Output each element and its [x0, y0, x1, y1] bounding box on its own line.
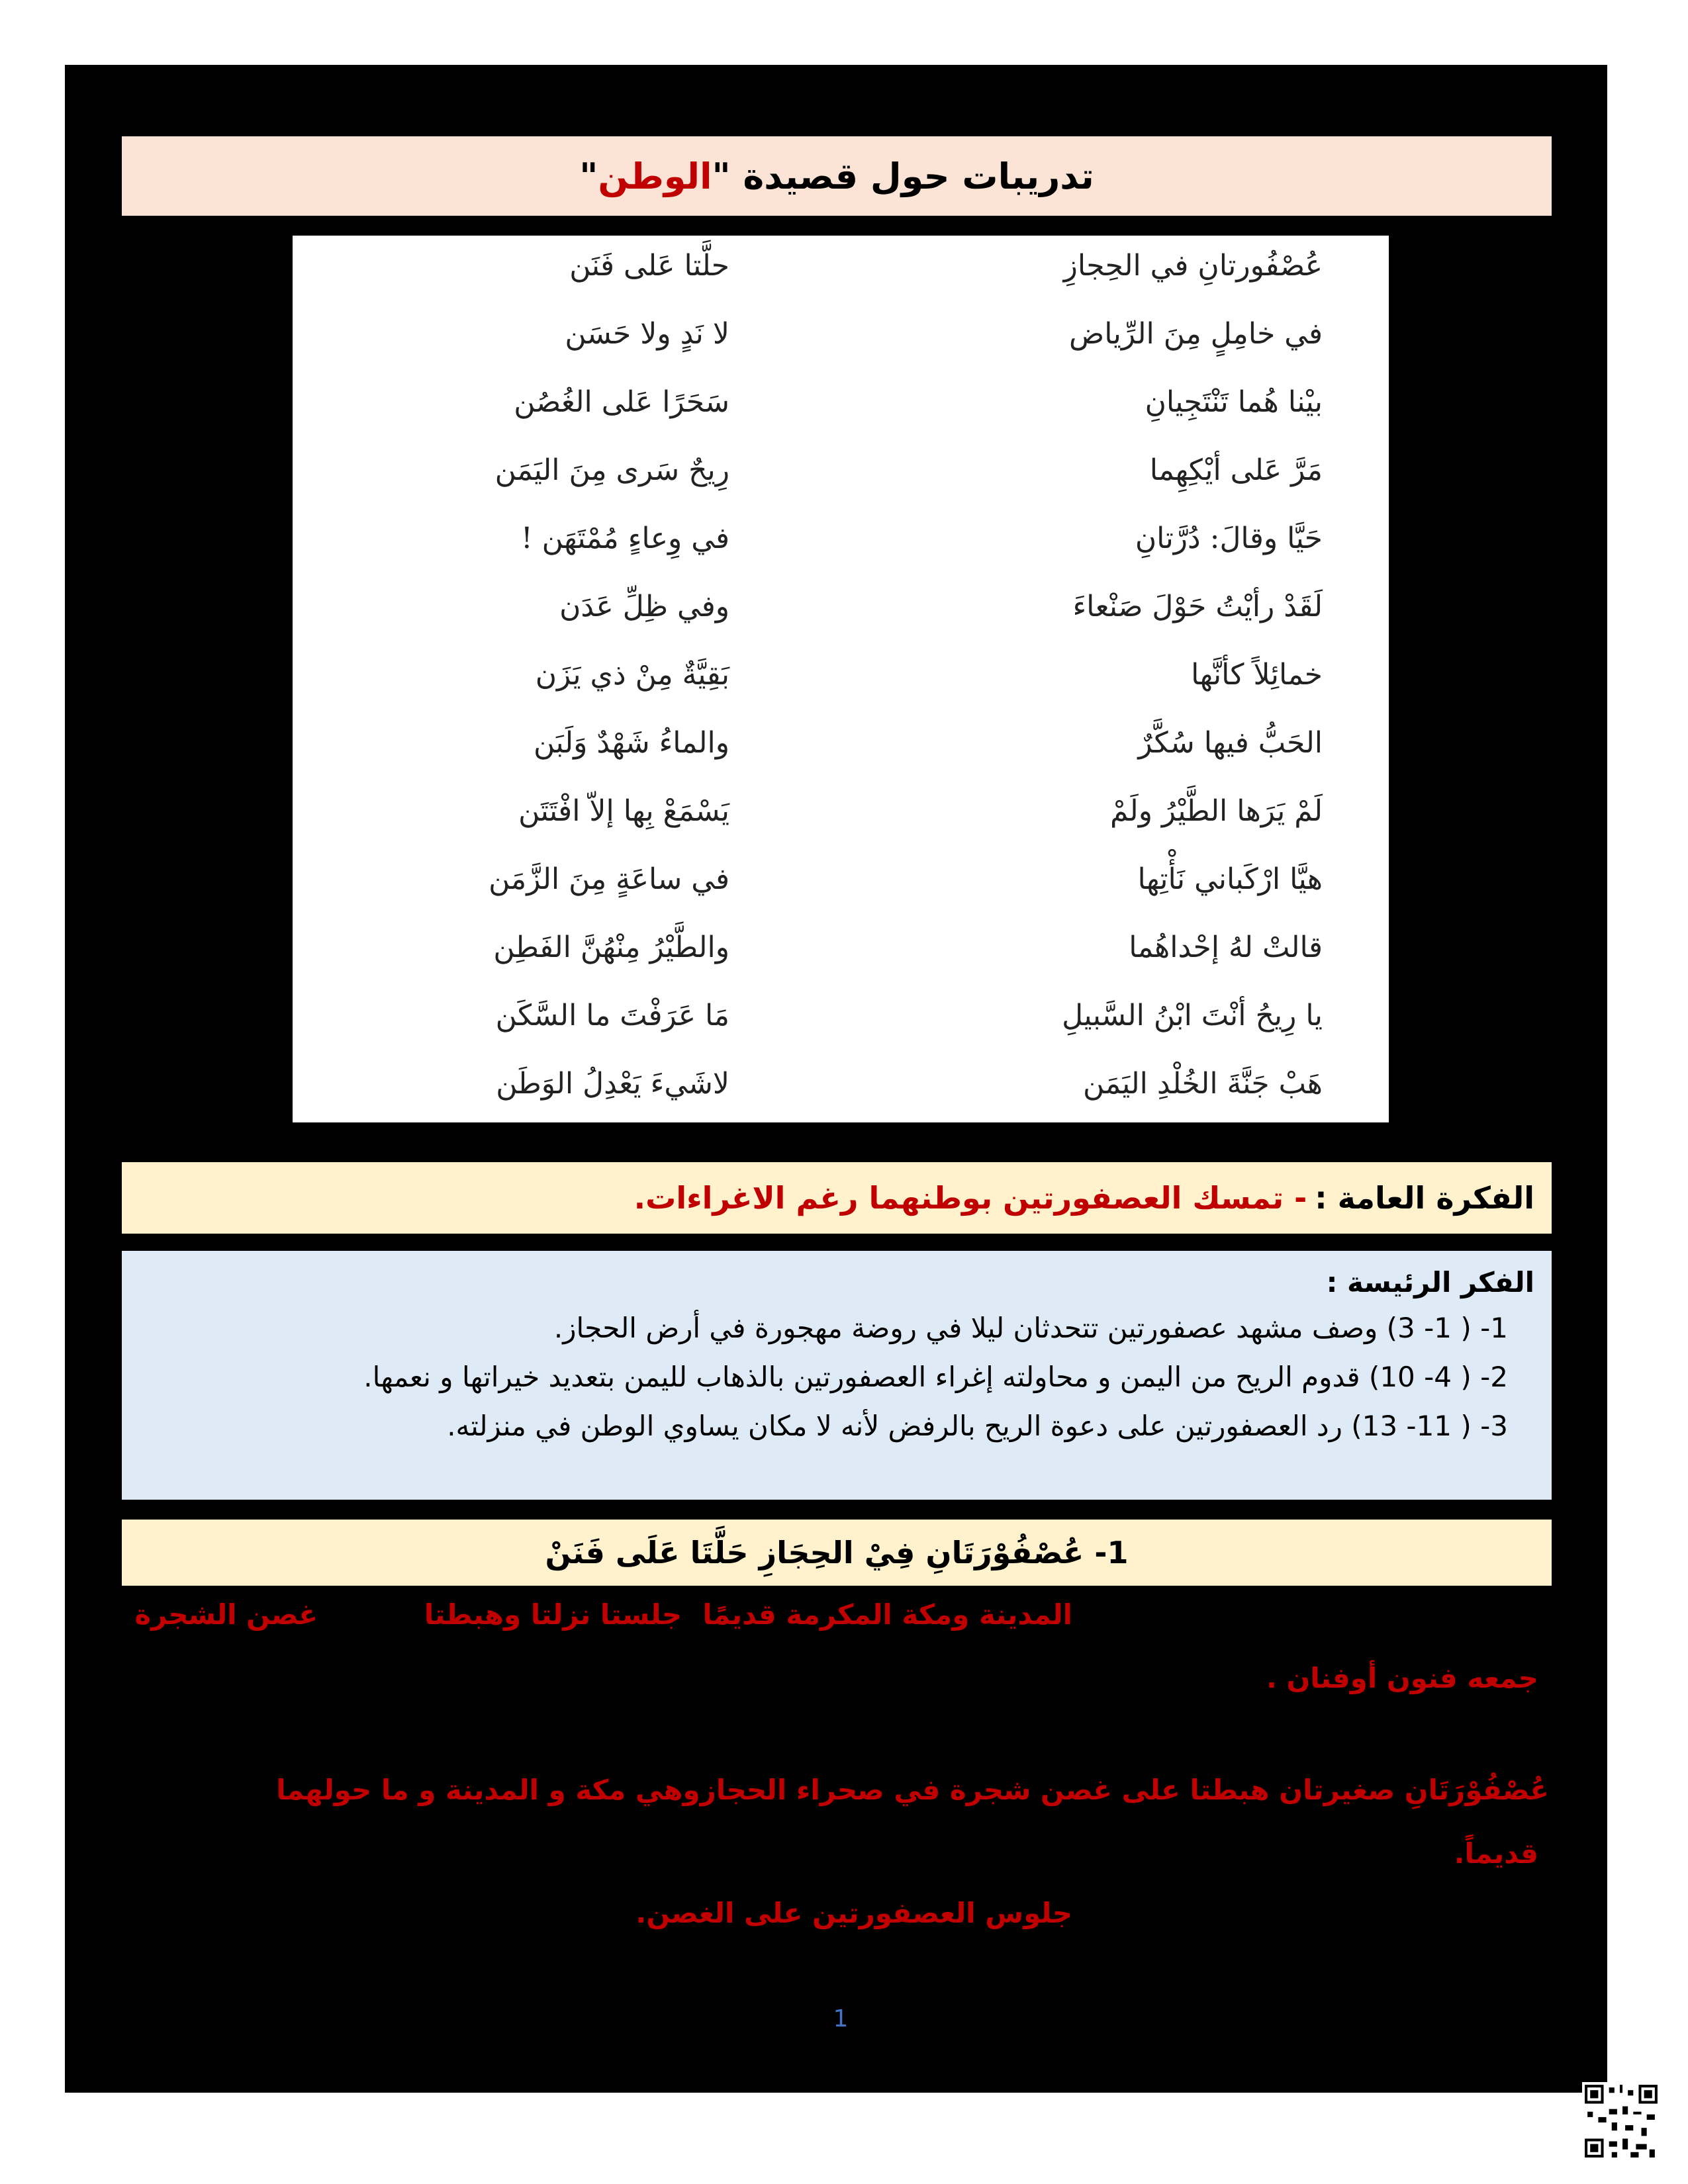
- verse-first-half: بيْنا هُما تَنْتَجِيانِ: [1145, 385, 1323, 419]
- verse-second-half: والطَّيْرُ مِنْهُنَّ الفَطِن: [493, 931, 729, 964]
- verse-second-half: في ساعَةٍ مِنَ الزَّمَن: [489, 862, 729, 896]
- poem-image: [293, 236, 1389, 1122]
- page-title: [122, 136, 1552, 216]
- main-ideas-box: [122, 1251, 1552, 1500]
- explanation-line: عُصْفُوْرَتَانِ صغيرتان هبطتا على غصن شجرة في صحراء الحجازوهي مكة و المدينة و ما حولهما: [276, 1774, 1549, 1806]
- vocab-hijaz: المدينة ومكة المكرمة قديمًا: [702, 1598, 1072, 1631]
- title-suffix: ": [579, 155, 598, 197]
- main-idea-item: 2- ( 4- 10) قدوم الريح من اليمن و محاولته إغراء العصفورتين بالذهاب لليمن بتعديد خيراتها و نعمها.: [363, 1361, 1508, 1393]
- poem-verse: [293, 1054, 1389, 1122]
- poem-verse: [293, 236, 1389, 304]
- verse-one-heading: 1- عُصْفُوْرَتَانِ فِيْ الحِجَازِ حَلَّتَا عَلَى فَنَنْ: [122, 1520, 1552, 1586]
- explanation-line: قديماً.: [1454, 1837, 1538, 1870]
- qr-code-icon: [1582, 2082, 1660, 2160]
- verse-second-half: رِيحٌ سَرى مِنَ اليَمَن: [494, 453, 729, 487]
- page-number: 1: [833, 2005, 849, 2032]
- vocab-fanan: غصن الشجرة: [134, 1598, 318, 1631]
- verse-first-half: حَيَّا وقالَ: دُرَّتانِ: [1135, 522, 1323, 555]
- verse-first-half: لَقَدْ رأيْتُ حَوْلَ صَنْعاءَ: [1072, 590, 1323, 623]
- main-ideas-heading: الفكر الرئيسة :: [1326, 1266, 1534, 1298]
- verse-second-half: بَقِيَّةٌ مِنْ ذي يَزَن: [535, 658, 729, 692]
- general-idea: [122, 1162, 1552, 1234]
- main-idea-item: 3- ( 11- 13) رد العصفورتين على دعوة الريح بالرفض لأنه لا مكان يساوي الوطن في منزلته.: [447, 1410, 1508, 1442]
- poem-verse: [293, 576, 1389, 645]
- verse-second-half: يَسْمَعْ بِها إلاّ افْتَتَن: [518, 794, 729, 828]
- verse-second-half: لاشَيءَ يَعْدِلُ الوَطَن: [496, 1067, 729, 1101]
- title-prefix: تدريبات حول قصيدة ": [712, 155, 1094, 197]
- poem-verse: [293, 508, 1389, 576]
- verse-first-half: هيَّا ارْكَباني نَأْتِها: [1137, 862, 1323, 896]
- poem-verse: [293, 304, 1389, 372]
- poem-verse: [293, 781, 1389, 849]
- general-idea-label: الفكرة العامة :: [1315, 1180, 1534, 1216]
- verse-second-half: حلَّتا عَلى فَنَن: [569, 249, 729, 283]
- verse-first-half: في خامِلٍ مِنَ الرِّياض: [1069, 317, 1323, 351]
- poem-verse: [293, 440, 1389, 508]
- verse-first-half: خمائِلاً كأنَّها: [1191, 658, 1323, 692]
- vocab-hallata: جلستا نزلتا وهبطتا: [424, 1598, 682, 1631]
- title-accent: الوطن: [598, 155, 712, 197]
- verse-second-half: لا نَدٍ ولا حَسَن: [565, 317, 729, 351]
- poem-verse: [293, 645, 1389, 713]
- verse-first-half: لَمْ يَرَها الطَّيْرُ ولَمْ: [1110, 794, 1323, 828]
- verse-first-half: الحَبُّ فيها سُكَّرٌ: [1138, 726, 1323, 760]
- general-idea-value: - تمسك العصفورتين بوطنهما رغم الاغراءات.: [633, 1180, 1307, 1216]
- verse-idea: جلوس العصفورتين على الغصن.: [635, 1897, 1072, 1929]
- verse-second-half: في وِعاءٍ مُمْتَهَن !: [520, 522, 729, 555]
- poem-verse: [293, 849, 1389, 917]
- verse-first-half: يا رِيحُ أنْتَ ابْنُ السَّبيلِ: [1062, 999, 1323, 1032]
- poem-verse: [293, 713, 1389, 781]
- poem-verse: [293, 985, 1389, 1054]
- verse-first-half: قالتْ لهُ إحْداهُما: [1129, 931, 1323, 964]
- main-idea-item: 1- ( 1- 3) وصف مشهد عصفورتين تتحدثان ليلا في روضة مهجورة في أرض الحجاز.: [553, 1312, 1508, 1344]
- verse-first-half: مَرَّ عَلى أيْكِهِما: [1149, 453, 1323, 487]
- verse-second-half: والماءُ شَهْدٌ وَلَبَن: [533, 726, 729, 760]
- verse-first-half: عُصْفُورتانِ في الحِجازِ: [1063, 249, 1323, 283]
- verse-second-half: وفي ظِلِّ عَدَن: [559, 590, 729, 623]
- verse-first-half: هَبْ جَنَّةَ الخُلْدِ اليَمَن: [1083, 1067, 1323, 1101]
- vocab-plural: جمعه فنون أوفنان .: [1266, 1662, 1538, 1694]
- poem-verse: [293, 917, 1389, 985]
- verse-second-half: مَا عَرَفْتَ ما السَّكَن: [495, 999, 729, 1032]
- poem-verse: [293, 372, 1389, 440]
- verse-second-half: سَحَرًا عَلى الغُصُن: [514, 385, 729, 419]
